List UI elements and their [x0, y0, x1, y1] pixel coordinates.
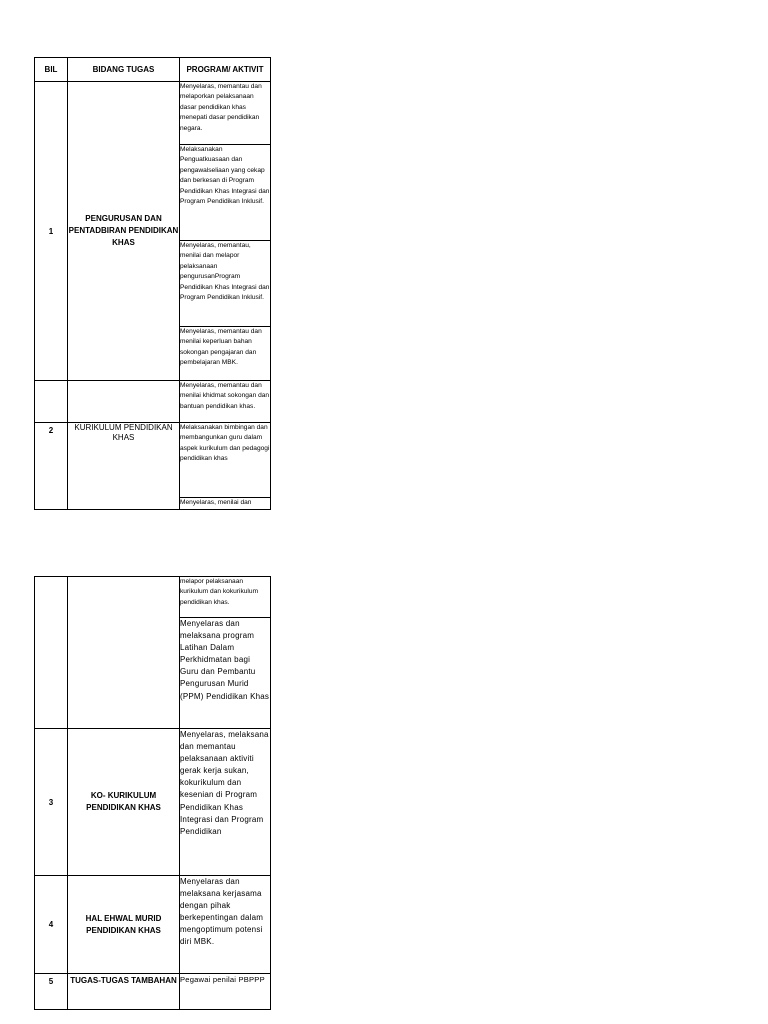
- activity-cell: Menyelaras, memantau dan menilai khidmat sokongan dan bantuan pendidikan khas.: [180, 381, 271, 423]
- duty-area: KO- KURIKULUM PENDIDIKAN KHAS: [68, 729, 180, 876]
- activity-cell: melapor pelaksanaan kurikulum dan kokurikulum pendidikan khas.: [180, 577, 271, 618]
- activity-cell: Menyelaras, memantau dan melaporkan pelaksanaan dasar pendidikan khas menepati dasar pendidikan negara.: [180, 82, 271, 145]
- table-row: [35, 974, 271, 1010]
- row-number: 5: [35, 974, 68, 1010]
- empty-cell: [68, 381, 180, 423]
- duty-area: HAL EHWAL MURID PENDIDIKAN KHAS: [68, 876, 180, 974]
- activity-cell: Menyelaras, memantau dan menilai keperluan bahan sokongan pengajaran dan pembelajaran MBK.: [180, 327, 271, 381]
- header-program-aktivit: PROGRAM/ AKTIVIT: [180, 58, 271, 82]
- activity-cell: Menyelaras dan melaksana program Latihan Dalam Perkhidmatan bagi Guru dan Pembantu Pengurusan Murid (PPM) Pendidikan Khas: [180, 618, 271, 729]
- activity-cell: Menyelaras, menilai dan: [180, 498, 271, 510]
- header-bidang-tugas: BIDANG TUGAS: [68, 58, 180, 82]
- table-row: [35, 577, 271, 618]
- row-number: 4: [35, 876, 68, 974]
- table-row: [35, 876, 271, 974]
- activity-cell: Menyelaras, memantau, menilai dan melapor pelaksanaan pengurusanProgram Pendidikan Khas Integrasi dan Program Pendidikan Inklusif.: [180, 241, 271, 327]
- header-bil: BIL: [35, 58, 68, 82]
- duty-table-page-2: [34, 576, 271, 1010]
- table-header-row: [35, 58, 271, 82]
- row-number: 1: [35, 82, 68, 381]
- table-row: [35, 82, 271, 145]
- empty-cell: [35, 577, 68, 729]
- table-row: [35, 423, 271, 498]
- row-number: 2: [35, 423, 68, 510]
- activity-cell: Menyelaras dan melaksana kerjasama dengan pihak berkepentingan dalam mengoptimum potensi diri MBK.: [180, 876, 271, 974]
- duty-area: KURIKULUM PENDIDIKAN KHAS: [68, 423, 180, 510]
- duty-table-page-1: [34, 57, 271, 510]
- activity-cell: Melaksanakan Penguatkuasaan dan pengawalseliaan yang cekap dan berkesan di Program Pendidikan Khas Integrasi dan Program Pendidikan Inklusif.: [180, 145, 271, 241]
- activity-cell: Melaksanakan bimbingan dan membangunkan guru dalam aspek kurikulum dan pedagogi pendidikan khas: [180, 423, 271, 498]
- activity-cell: Menyelaras, melaksana dan memantau pelaksanaan aktiviti gerak kerja sukan, kokurikulum dan kesenian di Program Pendidikan Khas Integrasi dan Program Pendidikan: [180, 729, 271, 876]
- row-number: 3: [35, 729, 68, 876]
- table-row: [35, 729, 271, 876]
- empty-cell: [35, 381, 68, 423]
- empty-cell: [68, 577, 180, 729]
- activity-cell: Pegawai penilai PBPPP: [180, 974, 271, 1010]
- table-row: [35, 381, 271, 423]
- duty-area: PENGURUSAN DAN PENTADBIRAN PENDIDIKAN KHAS: [68, 82, 180, 381]
- duty-area: TUGAS-TUGAS TAMBAHAN: [68, 974, 180, 1010]
